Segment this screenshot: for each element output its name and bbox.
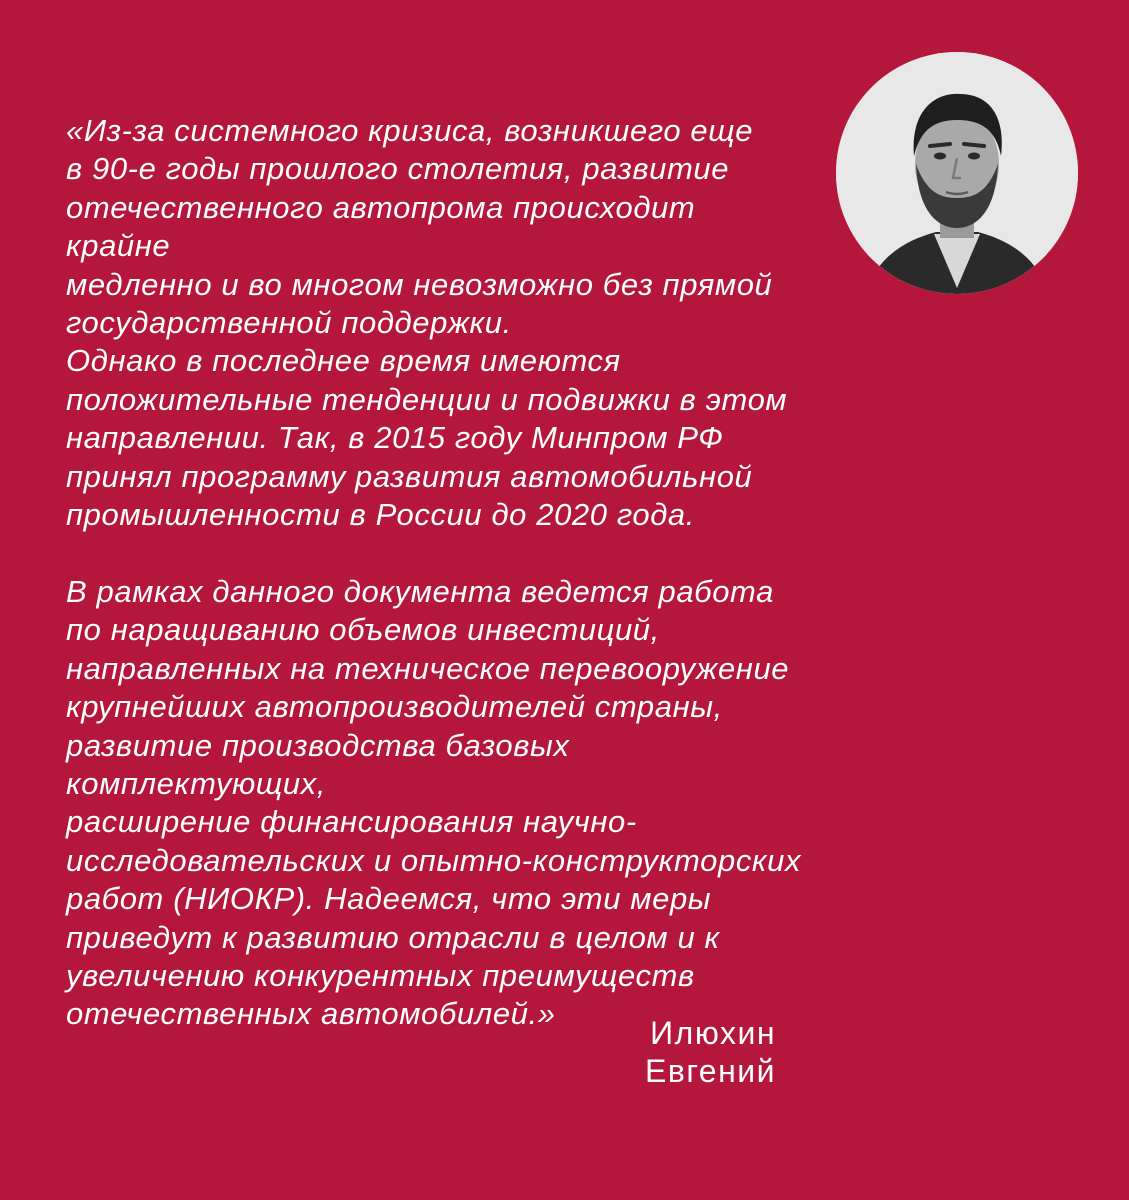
author-name (645, 1014, 776, 1090)
author-last-name: Илюхин (650, 1015, 776, 1051)
author-photo (836, 52, 1078, 294)
person-portrait-icon (836, 52, 1078, 294)
quote-text: «Из-за системного кризиса, возникшего еще в 90-е годы прошлого столетия, развитие отечественного автопрома происходит крайне медленно и во многом невозможно без прямой государственной поддержки. Однако в последнее время имеются положительные тенденции и подвижки в этом направлении. Так, в 2015 году Минпром РФ принял программу развития автомобильной промышленности в России до 2020 года. В рамках данного документа ведется работа по наращиванию объемов инвестиций, направленных на техническое перевооружение крупнейших автопроизводителей страны, развитие производства базовых комплектующих, расширение финансирования научно- исследовательских и опытно-конструкторских работ (НИОКР). Надеемся, что эти меры приведут к развитию отрасли в целом и к увеличению конкурентных преимуществ отечественных автомобилей.» (66, 113, 802, 1032)
author-first-name: Евгений (644, 1053, 776, 1089)
